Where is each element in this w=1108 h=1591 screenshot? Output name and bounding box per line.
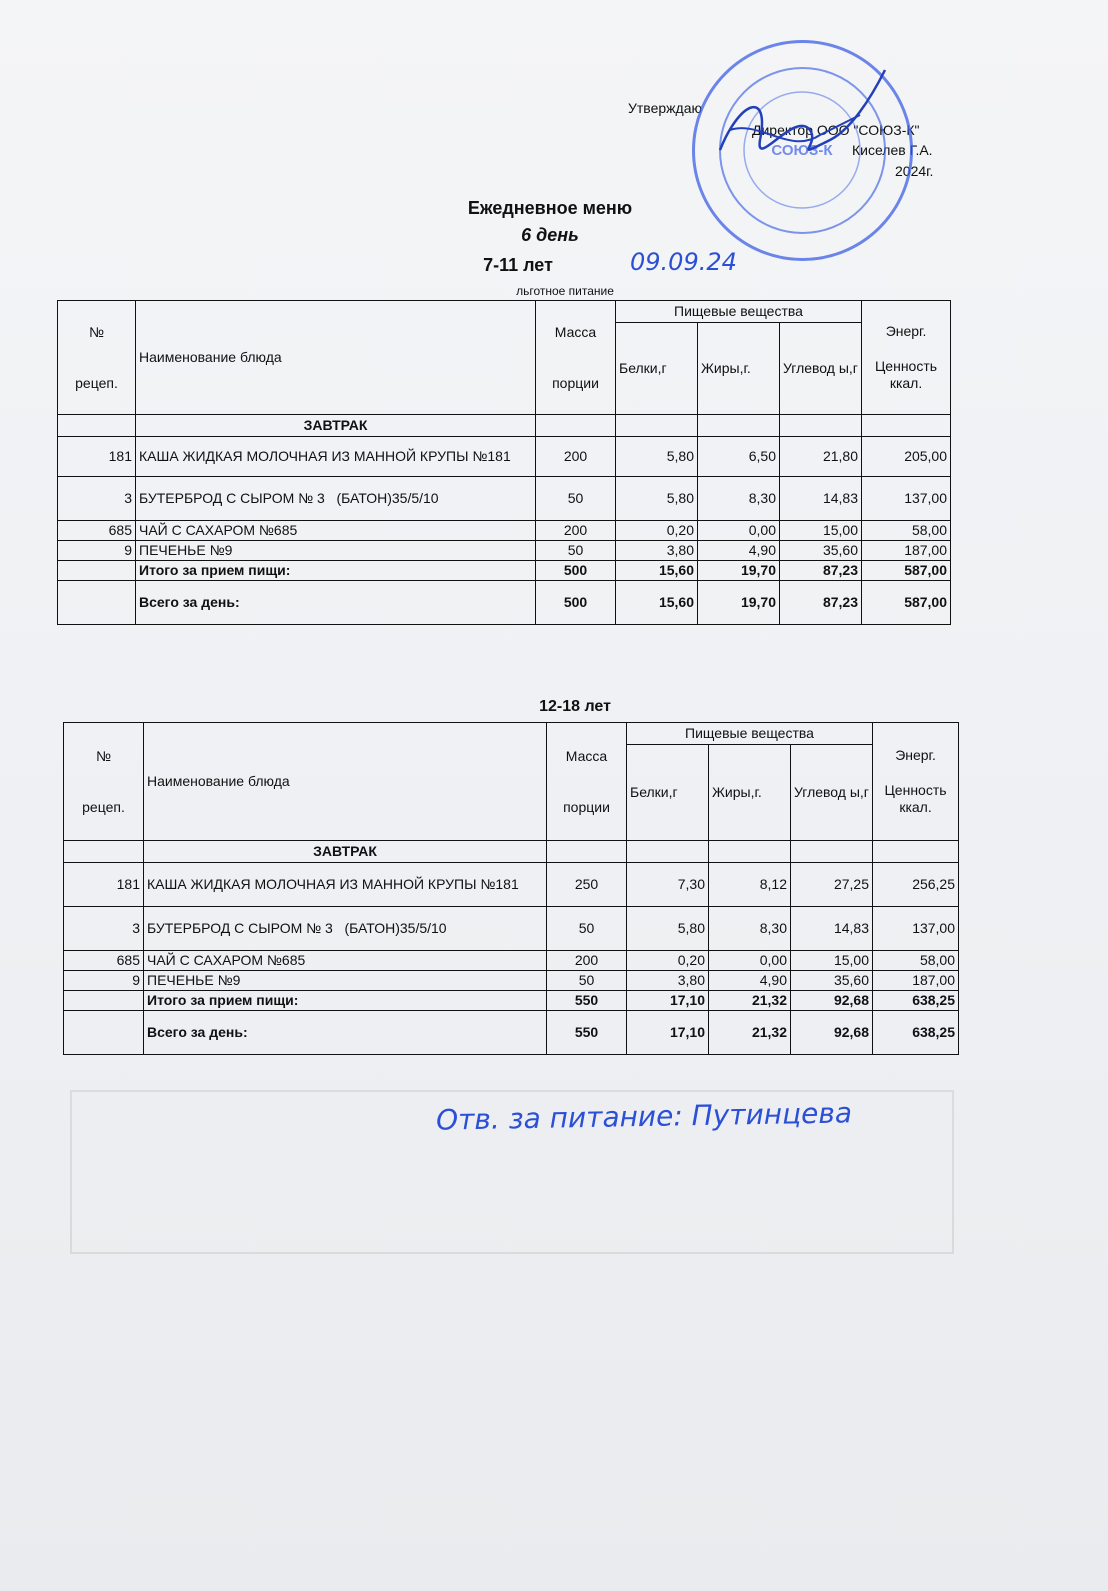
dish-fats: 8,30 [709,907,791,951]
dish-mass: 200 [547,951,627,971]
total-fats: 21,32 [709,1011,791,1055]
table-row [64,951,959,971]
dish-mass: 250 [547,863,627,907]
dish-energy: 58,00 [862,521,951,541]
dish-energy: 256,25 [873,863,959,907]
dish-mass: 50 [536,477,616,521]
menu-table-12-18 [63,722,959,1055]
mass-label: Масса [554,323,597,340]
dish-carbs: 15,00 [791,951,873,971]
dish-name: КАША ЖИДКАЯ МОЛОЧНАЯ ИЗ МАННОЙ КРУПЫ №181 [136,437,536,477]
total-row [64,1011,959,1055]
table-row [58,541,951,561]
recipe-number: 9 [58,541,136,561]
subtotal-row [58,561,951,581]
approval-year: 2024г. [895,163,934,179]
dish-fats: 6,50 [698,437,780,477]
dish-carbs: 14,83 [791,907,873,951]
director-name: Киселев Г.А. [852,142,933,158]
portion-label: порции [552,374,599,391]
dish-name: БУТЕРБРОД С СЫРОМ № 3 (БАТОН)35/5/10 [144,907,547,951]
subtotal-carbs: 87,23 [780,561,862,581]
dish-energy: 187,00 [862,541,951,561]
total-energy: 638,25 [873,1011,959,1055]
day-label: 6 день [521,225,579,245]
col-proteins-header: Белки,г [616,323,698,415]
table-row [58,521,951,541]
age-group-2: 12-18 лет [539,698,611,715]
dish-proteins: 3,80 [616,541,698,561]
dish-name: ПЕЧЕНЬЕ №9 [136,541,536,561]
meal-section-breakfast: ЗАВТРАК [144,841,547,863]
handwritten-responsible: Отв. за питание: Путинцева [435,1096,853,1137]
dish-mass: 50 [547,907,627,951]
recipe-number: 685 [64,951,144,971]
subtotal-energy: 638,25 [873,991,959,1011]
subtotal-row [64,991,959,1011]
dish-energy: 187,00 [873,971,959,991]
col-number-header [64,723,144,841]
dish-proteins: 7,30 [627,863,709,907]
dish-fats: 4,90 [698,541,780,561]
dish-proteins: 5,80 [616,437,698,477]
page-title: Ежедневное меню [467,198,633,218]
total-mass: 550 [547,1011,627,1055]
dish-name: ЧАЙ С САХАРОМ №685 [136,521,536,541]
portion-label: порции [563,798,610,815]
recipe-number: 685 [58,521,136,541]
recipe-number: 3 [58,477,136,521]
dish-carbs: 14,83 [780,477,862,521]
recipe-number: 9 [64,971,144,991]
recipe-number: 181 [58,437,136,477]
dish-energy: 205,00 [862,437,951,477]
mass-label: Масса [565,747,608,764]
subtitle: льготное питание [516,284,614,298]
total-fats: 19,70 [698,581,780,625]
total-carbs: 87,23 [780,581,862,625]
subtotal-mass: 550 [547,991,627,1011]
subtotal-mass: 500 [536,561,616,581]
col-carbs-header: Углевод ы,г [791,745,873,841]
subtotal-proteins: 15,60 [616,561,698,581]
col-number-header [58,301,136,415]
approve-label: Утверждаю [628,100,702,116]
recipe-label: рецеп. [82,798,125,815]
director-title: Директор ООО "СОЮЗ-К" [752,122,920,138]
total-energy: 587,00 [862,581,951,625]
dish-energy: 137,00 [862,477,951,521]
energy-label: Энерг. [885,323,927,339]
dish-fats: 0,00 [709,951,791,971]
dish-carbs: 35,60 [780,541,862,561]
subtotal-fats: 21,32 [709,991,791,1011]
total-proteins: 17,10 [627,1011,709,1055]
subtotal-fats: 19,70 [698,561,780,581]
col-mass-header [547,723,627,841]
handwritten-date: 09.09.24 [630,248,737,276]
value-kcal-label: Ценность ккал. [874,358,938,391]
no-label: № [95,747,112,764]
dish-carbs: 21,80 [780,437,862,477]
dish-proteins: 0,20 [627,951,709,971]
dish-name: БУТЕРБРОД С СЫРОМ № 3 (БАТОН)35/5/10 [136,477,536,521]
col-proteins-header: Белки,г [627,745,709,841]
total-label: Всего за день: [136,581,536,625]
total-mass: 500 [536,581,616,625]
recipe-number: 3 [64,907,144,951]
dish-energy: 58,00 [873,951,959,971]
col-nutrients-header: Пищевые вещества [616,301,862,323]
dish-mass: 50 [547,971,627,991]
dish-carbs: 35,60 [791,971,873,991]
dish-proteins: 3,80 [627,971,709,991]
table-row [64,863,959,907]
menu-table-7-11 [57,300,951,625]
subtotal-label: Итого за прием пищи: [144,991,547,1011]
col-nutrients-header: Пищевые вещества [627,723,873,745]
dish-energy: 137,00 [873,907,959,951]
age-group-1: 7-11 лет [483,255,553,275]
subtotal-proteins: 17,10 [627,991,709,1011]
table-row [64,907,959,951]
dish-mass: 200 [536,437,616,477]
dish-proteins: 0,20 [616,521,698,541]
col-carbs-header: Углевод ы,г [780,323,862,415]
recipe-label: рецеп. [75,374,118,391]
dish-carbs: 27,25 [791,863,873,907]
col-name-header: Наименование блюда [136,301,536,415]
energy-label: Энерг. [895,747,936,763]
dish-fats: 4,90 [709,971,791,991]
dish-name: КАША ЖИДКАЯ МОЛОЧНАЯ ИЗ МАННОЙ КРУПЫ №181 [144,863,547,907]
col-energy-header [862,301,951,415]
total-label: Всего за день: [144,1011,547,1055]
dish-fats: 8,30 [698,477,780,521]
dish-proteins: 5,80 [616,477,698,521]
table-row [64,971,959,991]
dish-name: ЧАЙ С САХАРОМ №685 [144,951,547,971]
col-energy-header [873,723,959,841]
dish-fats: 8,12 [709,863,791,907]
no-label: № [88,323,105,340]
dish-name: ПЕЧЕНЬЕ №9 [144,971,547,991]
col-name-header: Наименование блюда [144,723,547,841]
total-proteins: 15,60 [616,581,698,625]
dish-mass: 50 [536,541,616,561]
table-row [58,437,951,477]
director-signature [700,60,900,190]
dish-proteins: 5,80 [627,907,709,951]
subtotal-label: Итого за прием пищи: [136,561,536,581]
col-mass-header [536,301,616,415]
table-row [58,477,951,521]
dish-carbs: 15,00 [780,521,862,541]
recipe-number: 181 [64,863,144,907]
total-row [58,581,951,625]
dish-mass: 200 [536,521,616,541]
col-fats-header: Жиры,г. [698,323,780,415]
dish-fats: 0,00 [698,521,780,541]
meal-section-breakfast: ЗАВТРАК [136,415,536,437]
svg-text:СОЮЗ-К: СОЮЗ-К [771,142,833,159]
subtotal-carbs: 92,68 [791,991,873,1011]
col-fats-header: Жиры,г. [709,745,791,841]
value-kcal-label: Ценность ккал. [884,782,947,815]
total-carbs: 92,68 [791,1011,873,1055]
subtotal-energy: 587,00 [862,561,951,581]
